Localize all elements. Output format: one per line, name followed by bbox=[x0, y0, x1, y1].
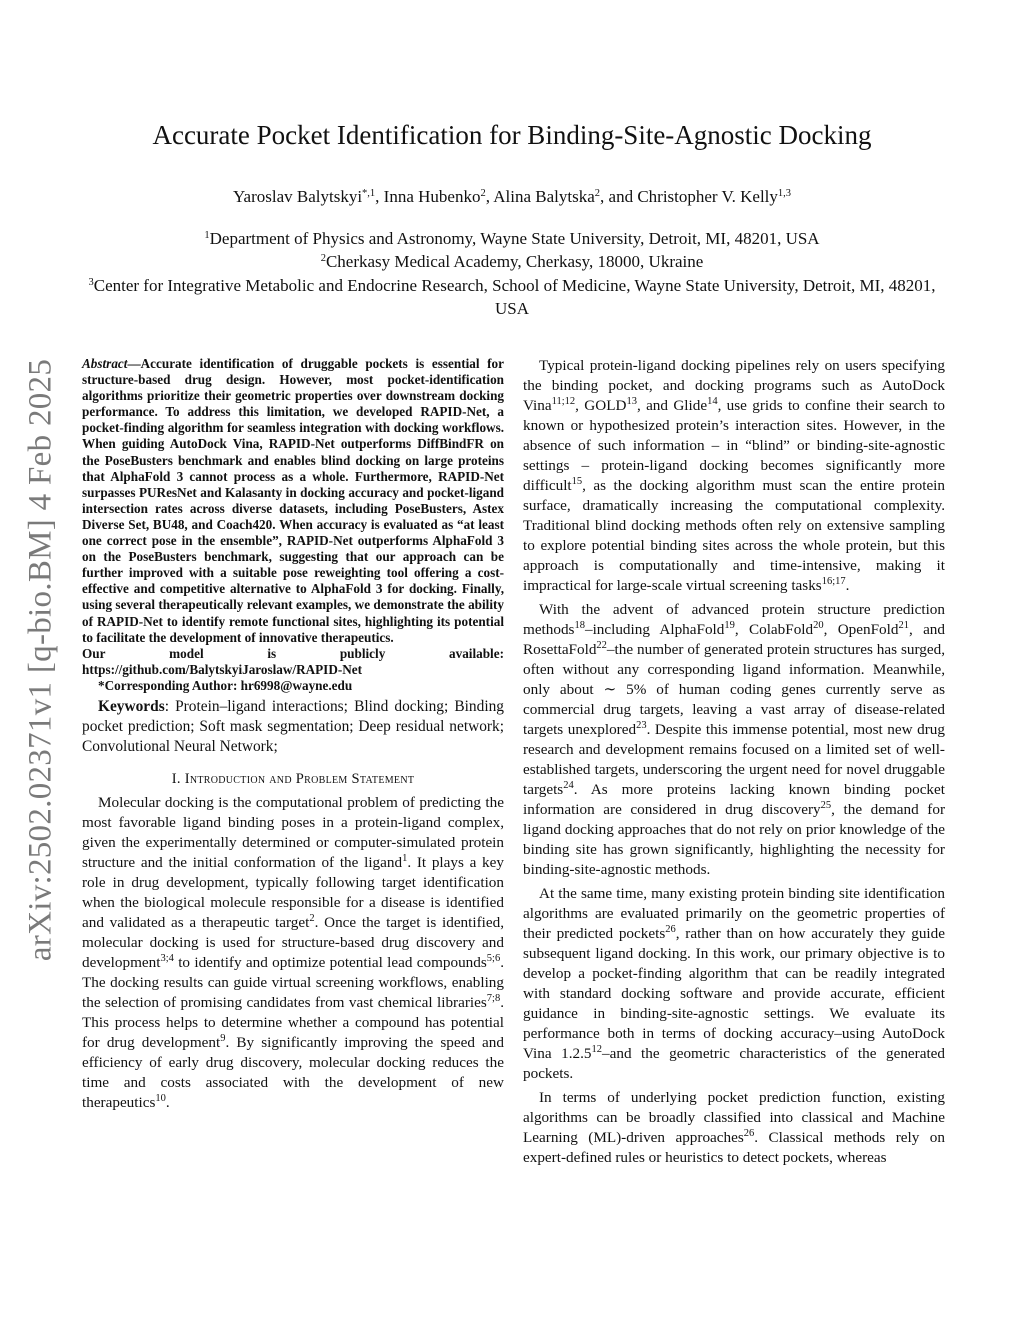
keywords-text: : Protein–ligand interactions; Blind docking; Binding pocket prediction; Soft mask segmentation; Deep residual network; Convolutional Neural Network; bbox=[82, 697, 504, 755]
text-run: , OpenFold bbox=[823, 621, 899, 638]
text-run: With the advent of advanced protein structure prediction methods bbox=[523, 601, 945, 638]
author: Inna Hubenko$^2$, bbox=[383, 187, 494, 206]
citation-ref: 12 bbox=[591, 1044, 603, 1055]
citation-ref: 19 bbox=[724, 620, 735, 631]
text-run: , GOLD bbox=[575, 397, 627, 414]
citation-ref: 23 bbox=[636, 720, 647, 731]
text-run: . Classical methods rely on expert-defined rules or heuristics to detect pockets, whereas bbox=[523, 1129, 945, 1166]
text-run: . bbox=[165, 1093, 170, 1111]
citation-ref: 14 bbox=[707, 396, 718, 407]
text-run: , as the docking algorithm must scan the entire protein surface, dramatically increasing the computational complexity. Traditional blind docking methods often rely on extensive sampling to explore potential binding sites across the whole protein, but this approach is computationally and time-intensive, making it impractical for large-scale virtual screening tasks bbox=[523, 477, 945, 594]
paper-header bbox=[80, 112, 944, 320]
text-run: . The docking results can guide virtual screening workflows, enabling the selection of promising candidates from vast chemical libraries bbox=[82, 953, 504, 1011]
section-heading: I. Introduction and Problem Statement bbox=[171, 770, 415, 787]
citation-ref: 3;4 bbox=[160, 952, 174, 964]
citation-ref: 24 bbox=[563, 780, 574, 791]
text-run: . By significantly improving the speed and efficiency of early drug discovery, molecular docking reduces the time and costs associated with the development of new therapeutics bbox=[82, 1033, 504, 1111]
citation-ref: 2 bbox=[309, 912, 315, 924]
corresponding-author: *Corresponding Author: hr6998@wayne.edu bbox=[98, 677, 353, 693]
text-run: , the demand for ligand docking approaches that do not rely on prior knowledge of the binding site has grown significantly, highlighting the necessity for binding-site-agnostic methods. bbox=[523, 801, 945, 878]
author: Yaroslav Balytskyi$^{*,1}$, bbox=[232, 187, 384, 206]
citation-ref: 25 bbox=[820, 800, 832, 811]
author-list bbox=[80, 185, 944, 209]
text-run: , and Glide bbox=[636, 397, 708, 414]
right-body bbox=[523, 356, 945, 1168]
repository-link[interactable]: https://github.com/BalytskyiJaroslaw/RAPID-Net bbox=[82, 661, 363, 677]
text-run: , ColabFold bbox=[734, 621, 814, 638]
text-run: . Despite this immense potential, most new drug research and development remains focused on a limited set of well-established targets, underscoring the urgent need for novel druggable targets bbox=[523, 721, 945, 798]
citation-ref: 5;6 bbox=[486, 952, 501, 964]
text-run: In terms of underlying pocket prediction function, existing algorithms can be broadly classified into classical and Machine Learning (ML)-driven approaches bbox=[523, 1089, 945, 1146]
abstract-text: —Accurate identification of druggable pockets is essential for structure-based drug design. However, most pocket-identification algorithms prioritize their geometric properties over downstream docking performance. To address this limitation, we developed RAPID-Net, a pocket-finding algorithm for seamless integration with docking workflows. When guiding AutoDock Vina, RAPID-Net outperforms DiffBindFR on the PoseBusters benchmark and enables blind docking on large proteins that AlphaFold 3 cannot process as a whole. Furthermore, RAPID-Net surpasses PUResNet and Kalasanty in docking accuracy and pocket-ligand intersection rates across diverse datasets, including PoseBusters, Astex Diverse Set, BU48, and Coach420. When accuracy is evaluated as “at least one correct pose in the ensemble”, RAPID-Net outperforms AlphaFold 3 on the PoseBusters benchmark, suggesting that our approach can be further improved with a suitable pose reweighting tool offering a cost-effective and competitive alternative to AlphaFold 3 for docking. Finally, using several therapeutically relevant examples, we demonstrate the ability of RAPID-Net to identify remote functional sites, highlighting its potential to facilitate the development of innovative therapeutics. bbox=[82, 356, 504, 645]
citation-ref: 26 bbox=[665, 924, 676, 935]
keywords bbox=[82, 697, 504, 757]
affiliation-list bbox=[80, 227, 944, 320]
citation-ref: 9 bbox=[220, 1032, 226, 1044]
citation-ref: 7;8 bbox=[486, 992, 501, 1004]
text-run: . As more proteins lacking known binding pocket information are considered in drug discovery bbox=[523, 781, 945, 818]
right-column bbox=[523, 356, 945, 1168]
citation-ref: 13 bbox=[626, 396, 637, 407]
text-run: . bbox=[845, 577, 850, 594]
text-run: Molecular docking is the computational problem of predicting the most favorable ligand binding poses in a protein-ligand complex, given the experimentally determined or computer-simulated protein structure and the initial conformation of the ligand bbox=[82, 793, 504, 871]
citation-ref: 20 bbox=[813, 620, 824, 631]
affiliation: $^3$Center for Integrative Metabolic and Endocrine Research, School of Medicine, Wayne State University, Detroit, MI, 48201, USA bbox=[88, 275, 936, 318]
text-run: . This process helps to determine whether a compound has potential for drug development bbox=[82, 993, 504, 1051]
text-run: . Once the target is identified, molecular docking is used for structure-based drug discovery and development bbox=[82, 913, 504, 971]
text-run: –including AlphaFold bbox=[584, 621, 725, 638]
citation-ref: 26 bbox=[743, 1128, 755, 1139]
text-run: At the same time, many existing protein binding site identification algorithms are evaluated primarily on the geometric properties of their predicted pockets bbox=[523, 885, 945, 942]
citation-ref: 10 bbox=[155, 1092, 166, 1104]
body-paragraph bbox=[523, 884, 945, 1084]
body-paragraph bbox=[523, 1088, 945, 1168]
text-run: , use grids to confine their search to known or hypothesized protein’s interaction sites. However, in the absence of such information – in “blind” or binding-site-agnostic settings – protein-ligand docking becomes significantly more difficult bbox=[523, 397, 946, 494]
abstract-label: Abstract bbox=[82, 356, 128, 371]
paper-title: Accurate Pocket Identification for Binding-Site-Agnostic Docking bbox=[152, 120, 872, 150]
left-body bbox=[82, 793, 504, 1113]
affiliation: $^1$Department of Physics and Astronomy, Wayne State University, Detroit, MI, 48201, USA bbox=[204, 229, 820, 248]
arxiv-sidebar bbox=[0, 0, 80, 1325]
text-run: , rather than on how accurately they guide subsequent ligand docking. In this work, our primary objective is to develop a pocket-finding algorithm that can be readily integrated with standard docking software and provide accurate, efficient guidance in binding-site-agnostic settings. We evaluate its performance both in terms of docking accuracy–using AutoDock Vina 1.2.5 bbox=[523, 925, 945, 1062]
affiliation: $^2$Cherkasy Medical Academy, Cherkasy, 18000, Ukraine bbox=[320, 252, 704, 272]
citation-ref: 16;17 bbox=[821, 576, 846, 587]
body-paragraph bbox=[82, 793, 504, 1113]
citation-ref: 18 bbox=[574, 620, 585, 631]
text-run: to identify and optimize potential lead compounds bbox=[173, 953, 487, 971]
availability-line: Our model is publicly available: bbox=[82, 645, 504, 661]
text-run: . It plays a key role in drug development, typically following target identification when the biological molecule responsible for a disease is identified and validated as a therapeutic target bbox=[82, 853, 504, 931]
citation-ref: 22 bbox=[596, 640, 607, 651]
text-run: , and RosettaFold bbox=[523, 621, 945, 658]
text-run: –and the geometric characteristics of the generated pockets. bbox=[523, 1045, 946, 1082]
left-column bbox=[82, 356, 504, 1113]
keywords-label: Keywords bbox=[98, 697, 165, 715]
citation-ref: 15 bbox=[571, 476, 583, 487]
citation-ref: 11;12 bbox=[551, 396, 576, 407]
text-run: Typical protein-ligand docking pipelines rely on users specifying the binding pocket, and docking programs such as AutoDock Vina bbox=[523, 357, 945, 414]
citation-ref: 21 bbox=[898, 620, 909, 631]
text-run: –the number of generated protein structures has surged, often without any corresponding ligand information. Meanwhile, only about ∼ 5% of human coding genes currently serve as commercial drug targets, leaving a vast array of disease-related targets unexplored bbox=[523, 641, 945, 738]
citation-ref: 1 bbox=[402, 852, 408, 864]
body-paragraph bbox=[523, 356, 945, 596]
author: Christopher V. Kelly$^{1,3}$ bbox=[637, 187, 792, 206]
abstract bbox=[82, 356, 504, 646]
arxiv-identifier: arXiv:2502.02371v1 [q-bio.BM] 4 Feb 2025 bbox=[22, 358, 59, 962]
author: Alina Balytska$^2$, and bbox=[493, 187, 638, 206]
body-paragraph bbox=[523, 600, 945, 880]
